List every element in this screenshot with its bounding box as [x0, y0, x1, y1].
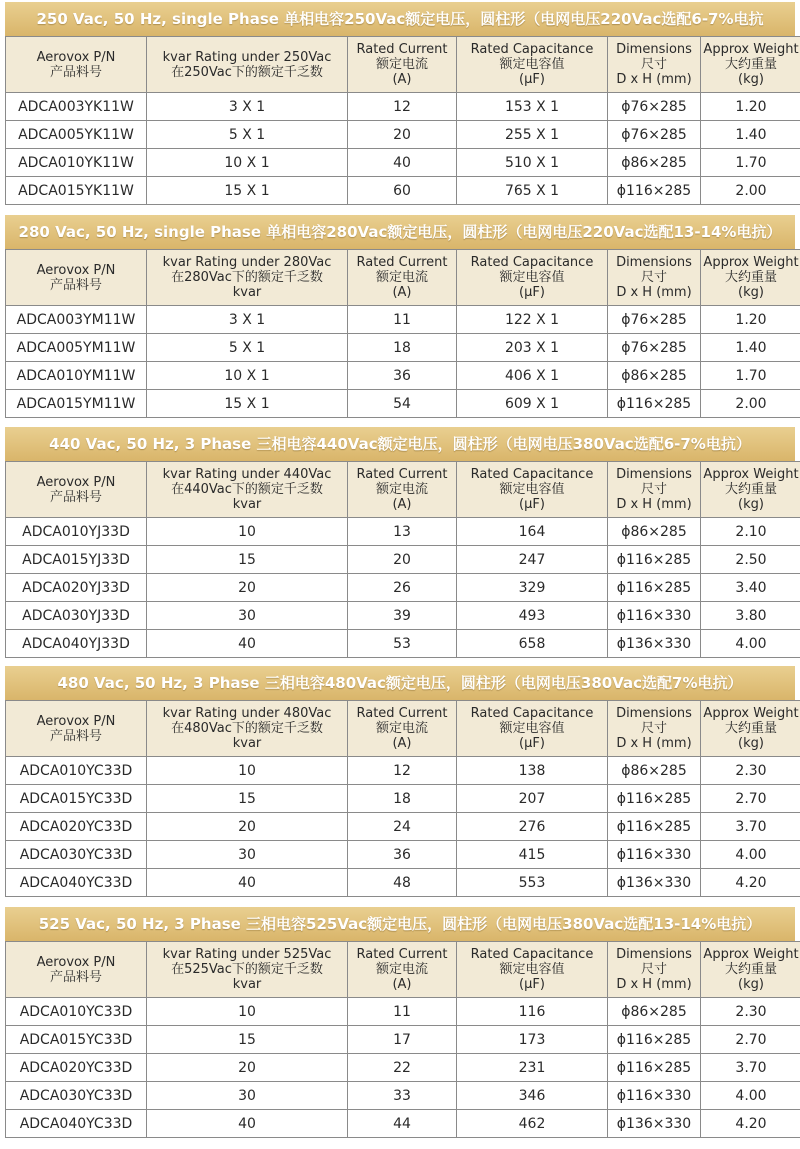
table-row — [6, 177, 800, 205]
cell-rated-current: 26 — [348, 574, 457, 602]
cell-rated-current: 11 — [348, 998, 457, 1026]
cell-dimensions: ϕ76×285 — [608, 306, 701, 334]
cell-rated-current: 39 — [348, 602, 457, 630]
header-line: Rated Capacitance — [470, 255, 594, 270]
header-line: kvar Rating under 280Vac — [162, 255, 332, 270]
cell-rated-capacitance: 247 — [457, 546, 608, 574]
cell-weight: 1.70 — [701, 149, 800, 177]
cell-part-number: ADCA030YJ33D — [6, 602, 147, 630]
cell-part-number: ADCA010YC33D — [6, 998, 147, 1026]
header-line: kvar — [232, 497, 262, 512]
header-kvar-rating — [147, 942, 348, 998]
cell-weight: 2.10 — [701, 518, 800, 546]
header-dimensions — [608, 701, 701, 757]
header-part-number — [6, 462, 147, 518]
cell-dimensions: ϕ116×330 — [608, 1082, 701, 1110]
cell-rated-capacitance: 153 X 1 — [457, 93, 608, 121]
header-weight — [701, 462, 800, 518]
table-row — [6, 334, 800, 362]
header-line: Rated Capacitance — [470, 947, 594, 962]
header-line: 额定电流 — [375, 270, 428, 285]
cell-dimensions: ϕ116×285 — [608, 785, 701, 813]
cell-part-number: ADCA040YJ33D — [6, 630, 147, 658]
header-line: kvar Rating under 250Vac — [162, 49, 332, 65]
cell-weight: 3.70 — [701, 813, 800, 841]
table-header-row — [6, 37, 800, 93]
cell-rated-capacitance: 116 — [457, 998, 608, 1026]
header-line: (μF) — [519, 977, 545, 992]
header-line: Dimensions — [616, 947, 692, 962]
cell-rated-current: 60 — [348, 177, 457, 205]
header-line: 额定电容值 — [499, 57, 565, 72]
header-line: 额定电流 — [375, 482, 428, 497]
cell-part-number: ADCA010YC33D — [6, 757, 147, 785]
table-row — [6, 390, 800, 418]
header-line: 大约重量 — [724, 57, 777, 72]
header-line: (kg) — [738, 977, 764, 992]
cell-dimensions: ϕ86×285 — [608, 149, 701, 177]
cell-weight: 4.00 — [701, 1082, 800, 1110]
cell-kvar-rating: 10 X 1 — [147, 149, 348, 177]
cell-dimensions: ϕ136×330 — [608, 630, 701, 658]
cell-part-number: ADCA003YK11W — [6, 93, 147, 121]
cell-part-number: ADCA030YC33D — [6, 1082, 147, 1110]
section-title: 250 Vac, 50 Hz, single Phase 单相电容250Vac额定电压，圆柱形（电网电压220Vac选配6-7%电抗 — [5, 2, 795, 36]
cell-rated-current: 13 — [348, 518, 457, 546]
header-kvar-rating — [147, 701, 348, 757]
header-line: 尺寸 — [640, 962, 667, 977]
table-row — [6, 1054, 800, 1082]
table-row — [6, 546, 800, 574]
cell-rated-capacitance: 329 — [457, 574, 608, 602]
header-line: D x H (mm) — [616, 736, 692, 751]
cell-dimensions: ϕ86×285 — [608, 362, 701, 390]
header-line: Approx Weight — [703, 706, 799, 721]
cell-rated-current: 12 — [348, 757, 457, 785]
cell-kvar-rating: 15 X 1 — [147, 177, 348, 205]
header-line: 产品料号 — [49, 489, 102, 505]
header-rated-capacitance — [457, 250, 608, 306]
header-line: (μF) — [519, 285, 545, 300]
header-line: 大约重量 — [724, 482, 777, 497]
cell-part-number: ADCA020YC33D — [6, 813, 147, 841]
cell-part-number: ADCA040YC33D — [6, 1110, 147, 1138]
cell-weight: 3.70 — [701, 1054, 800, 1082]
cell-rated-current: 17 — [348, 1026, 457, 1054]
cell-weight: 2.70 — [701, 1026, 800, 1054]
cell-rated-capacitance: 493 — [457, 602, 608, 630]
table-row — [6, 841, 800, 869]
header-line: (μF) — [519, 72, 545, 87]
header-line: Rated Capacitance — [470, 706, 594, 721]
cell-dimensions: ϕ86×285 — [608, 518, 701, 546]
header-dimensions — [608, 250, 701, 306]
cell-rated-capacitance: 173 — [457, 1026, 608, 1054]
header-kvar-rating — [147, 37, 348, 93]
header-line: 尺寸 — [640, 270, 667, 285]
header-line: kvar — [232, 977, 262, 992]
header-line: 额定电流 — [375, 962, 428, 977]
table-row — [6, 998, 800, 1026]
cell-rated-current: 12 — [348, 93, 457, 121]
header-line: Dimensions — [616, 255, 692, 270]
cell-dimensions: ϕ76×285 — [608, 121, 701, 149]
table-header-row — [6, 942, 800, 998]
cell-rated-current: 54 — [348, 390, 457, 418]
cell-dimensions: ϕ76×285 — [608, 93, 701, 121]
header-part-number — [6, 701, 147, 757]
header-line: (kg) — [738, 736, 764, 751]
cell-rated-capacitance: 346 — [457, 1082, 608, 1110]
table-row — [6, 574, 800, 602]
cell-kvar-rating: 15 X 1 — [147, 390, 348, 418]
header-line: (μF) — [519, 497, 545, 512]
header-line: 额定电容值 — [499, 721, 565, 736]
header-line: 产品料号 — [49, 728, 102, 744]
cell-part-number: ADCA005YK11W — [6, 121, 147, 149]
cell-kvar-rating: 5 X 1 — [147, 121, 348, 149]
header-line: Rated Current — [356, 947, 448, 962]
header-line: 产品料号 — [49, 969, 102, 985]
header-rated-current — [348, 942, 457, 998]
spec-section-3 — [5, 427, 799, 658]
cell-rated-capacitance: 231 — [457, 1054, 608, 1082]
header-line: Rated Capacitance — [470, 42, 594, 57]
cell-rated-current: 18 — [348, 785, 457, 813]
cell-dimensions: ϕ116×330 — [608, 841, 701, 869]
cell-weight: 2.70 — [701, 785, 800, 813]
header-line: (A) — [392, 72, 412, 87]
section-title: 280 Vac, 50 Hz, single Phase 单相电容280Vac额定电压，圆柱形（电网电压220Vac选配13-14%电抗） — [5, 215, 795, 249]
cell-kvar-rating: 40 — [147, 1110, 348, 1138]
cell-rated-current: 44 — [348, 1110, 457, 1138]
cell-rated-capacitance: 164 — [457, 518, 608, 546]
cell-part-number: ADCA015YC33D — [6, 1026, 147, 1054]
table-row — [6, 1082, 800, 1110]
header-line: 在480Vac下的额定千乏数 — [171, 721, 323, 736]
header-weight — [701, 701, 800, 757]
header-line: 尺寸 — [640, 721, 667, 736]
cell-kvar-rating: 5 X 1 — [147, 334, 348, 362]
header-line: 在280Vac下的额定千乏数 — [171, 270, 323, 285]
header-line: (A) — [392, 736, 412, 751]
table-row — [6, 602, 800, 630]
header-line: (A) — [392, 977, 412, 992]
header-line: (kg) — [738, 285, 764, 300]
cell-dimensions: ϕ116×285 — [608, 574, 701, 602]
header-line: kvar — [232, 736, 262, 751]
spec-table — [5, 700, 800, 897]
cell-weight: 2.30 — [701, 998, 800, 1026]
table-row — [6, 757, 800, 785]
spec-section-5 — [5, 907, 799, 1138]
cell-kvar-rating: 30 — [147, 1082, 348, 1110]
header-line: 在440Vac下的额定千乏数 — [171, 482, 323, 497]
header-line: Rated Current — [356, 467, 448, 482]
table-header-row — [6, 250, 800, 306]
spec-table — [5, 36, 800, 205]
spec-table — [5, 941, 800, 1138]
cell-rated-capacitance: 406 X 1 — [457, 362, 608, 390]
cell-rated-current: 22 — [348, 1054, 457, 1082]
spec-table — [5, 461, 800, 658]
cell-weight: 1.70 — [701, 362, 800, 390]
cell-rated-current: 48 — [348, 869, 457, 897]
cell-rated-capacitance: 462 — [457, 1110, 608, 1138]
header-line: D x H (mm) — [616, 72, 692, 87]
cell-weight: 3.80 — [701, 602, 800, 630]
cell-part-number: ADCA015YJ33D — [6, 546, 147, 574]
header-rated-capacitance — [457, 462, 608, 518]
cell-weight: 4.00 — [701, 841, 800, 869]
cell-dimensions: ϕ136×330 — [608, 869, 701, 897]
section-title: 480 Vac, 50 Hz, 3 Phase 三相电容480Vac额定电压，圆柱形（电网电压380Vac选配7%电抗） — [5, 666, 795, 700]
header-line: 大约重量 — [724, 962, 777, 977]
table-row — [6, 362, 800, 390]
cell-weight: 1.40 — [701, 334, 800, 362]
header-line: Aerovox P/N — [36, 262, 116, 278]
header-line: 产品料号 — [49, 64, 102, 80]
cell-rated-current: 20 — [348, 546, 457, 574]
header-line: (μF) — [519, 736, 545, 751]
header-line: Rated Current — [356, 42, 448, 57]
header-line: 大约重量 — [724, 270, 777, 285]
cell-rated-capacitance: 765 X 1 — [457, 177, 608, 205]
header-dimensions — [608, 462, 701, 518]
cell-kvar-rating: 40 — [147, 630, 348, 658]
header-line: kvar Rating under 480Vac — [162, 706, 332, 721]
cell-rated-capacitance: 122 X 1 — [457, 306, 608, 334]
header-line: 尺寸 — [640, 57, 667, 72]
header-line: Rated Capacitance — [470, 467, 594, 482]
cell-part-number: ADCA015YC33D — [6, 785, 147, 813]
cell-kvar-rating: 3 X 1 — [147, 93, 348, 121]
cell-part-number: ADCA040YC33D — [6, 869, 147, 897]
header-line: 产品料号 — [49, 277, 102, 293]
table-row — [6, 1026, 800, 1054]
cell-rated-current: 20 — [348, 121, 457, 149]
header-weight — [701, 942, 800, 998]
cell-part-number: ADCA005YM11W — [6, 334, 147, 362]
cell-part-number: ADCA010YM11W — [6, 362, 147, 390]
table-row — [6, 1110, 800, 1138]
header-line: Dimensions — [616, 706, 692, 721]
cell-rated-capacitance: 415 — [457, 841, 608, 869]
header-line: Aerovox P/N — [36, 713, 116, 729]
cell-kvar-rating: 30 — [147, 841, 348, 869]
cell-kvar-rating: 15 — [147, 1026, 348, 1054]
cell-dimensions: ϕ116×285 — [608, 1026, 701, 1054]
cell-kvar-rating: 20 — [147, 813, 348, 841]
cell-kvar-rating: 10 — [147, 518, 348, 546]
table-header-row — [6, 701, 800, 757]
header-line: (A) — [392, 497, 412, 512]
cell-weight: 4.20 — [701, 1110, 800, 1138]
header-line: kvar — [232, 285, 262, 300]
cell-part-number: ADCA010YK11W — [6, 149, 147, 177]
cell-weight: 2.00 — [701, 390, 800, 418]
cell-rated-current: 33 — [348, 1082, 457, 1110]
cell-rated-capacitance: 138 — [457, 757, 608, 785]
header-line: Aerovox P/N — [36, 474, 116, 490]
cell-weight: 4.00 — [701, 630, 800, 658]
cell-kvar-rating: 30 — [147, 602, 348, 630]
cell-part-number: ADCA015YM11W — [6, 390, 147, 418]
cell-dimensions: ϕ86×285 — [608, 998, 701, 1026]
cell-rated-capacitance: 553 — [457, 869, 608, 897]
cell-kvar-rating: 10 — [147, 757, 348, 785]
table-row — [6, 149, 800, 177]
header-line: kvar Rating under 525Vac — [162, 947, 332, 962]
header-line: 额定电流 — [375, 721, 428, 736]
table-row — [6, 813, 800, 841]
table-row — [6, 518, 800, 546]
header-line: 额定电容值 — [499, 962, 565, 977]
header-line: Dimensions — [616, 467, 692, 482]
cell-rated-current: 36 — [348, 841, 457, 869]
cell-rated-current: 36 — [348, 362, 457, 390]
cell-weight: 1.40 — [701, 121, 800, 149]
header-line: 额定电容值 — [499, 482, 565, 497]
header-line: 在250Vac下的额定千乏数 — [171, 64, 323, 80]
cell-kvar-rating: 40 — [147, 869, 348, 897]
header-weight — [701, 250, 800, 306]
header-line: (kg) — [738, 72, 764, 87]
table-row — [6, 785, 800, 813]
header-kvar-rating — [147, 250, 348, 306]
cell-kvar-rating: 20 — [147, 574, 348, 602]
cell-kvar-rating: 15 — [147, 785, 348, 813]
spec-section-2 — [5, 215, 799, 418]
spec-section-1 — [5, 2, 799, 205]
header-line: (kg) — [738, 497, 764, 512]
cell-weight: 1.20 — [701, 93, 800, 121]
cell-kvar-rating: 10 X 1 — [147, 362, 348, 390]
cell-weight: 3.40 — [701, 574, 800, 602]
cell-rated-current: 53 — [348, 630, 457, 658]
table-header-row — [6, 462, 800, 518]
cell-kvar-rating: 3 X 1 — [147, 306, 348, 334]
header-line: Rated Current — [356, 255, 448, 270]
cell-dimensions: ϕ136×330 — [608, 1110, 701, 1138]
section-title: 440 Vac, 50 Hz, 3 Phase 三相电容440Vac额定电压，圆柱形（电网电压380Vac选配6-7%电抗） — [5, 427, 795, 461]
cell-part-number: ADCA030YC33D — [6, 841, 147, 869]
cell-dimensions: ϕ86×285 — [608, 757, 701, 785]
header-line: Approx Weight — [703, 467, 799, 482]
cell-rated-current: 18 — [348, 334, 457, 362]
cell-dimensions: ϕ76×285 — [608, 334, 701, 362]
cell-kvar-rating: 15 — [147, 546, 348, 574]
header-line: Aerovox P/N — [36, 49, 116, 65]
table-row — [6, 121, 800, 149]
cell-weight: 2.30 — [701, 757, 800, 785]
cell-kvar-rating: 10 — [147, 998, 348, 1026]
cell-part-number: ADCA015YK11W — [6, 177, 147, 205]
cell-dimensions: ϕ116×285 — [608, 1054, 701, 1082]
header-line: Approx Weight — [703, 947, 799, 962]
header-line: D x H (mm) — [616, 285, 692, 300]
spec-section-4 — [5, 666, 799, 897]
header-rated-current — [348, 250, 457, 306]
cell-rated-capacitance: 609 X 1 — [457, 390, 608, 418]
header-line: 在525Vac下的额定千乏数 — [171, 962, 323, 977]
cell-rated-capacitance: 207 — [457, 785, 608, 813]
cell-weight: 1.20 — [701, 306, 800, 334]
header-line: 额定电流 — [375, 57, 428, 72]
cell-dimensions: ϕ116×330 — [608, 602, 701, 630]
cell-weight: 4.20 — [701, 869, 800, 897]
header-rated-current — [348, 37, 457, 93]
header-line: Rated Current — [356, 706, 448, 721]
header-line: Aerovox P/N — [36, 954, 116, 970]
cell-part-number: ADCA003YM11W — [6, 306, 147, 334]
cell-rated-capacitance: 203 X 1 — [457, 334, 608, 362]
header-line: Approx Weight — [703, 255, 799, 270]
header-line: (A) — [392, 285, 412, 300]
header-rated-capacitance — [457, 701, 608, 757]
cell-weight: 2.00 — [701, 177, 800, 205]
header-part-number — [6, 942, 147, 998]
header-line: D x H (mm) — [616, 977, 692, 992]
header-line: Approx Weight — [703, 42, 799, 57]
cell-dimensions: ϕ116×285 — [608, 177, 701, 205]
header-rated-capacitance — [457, 942, 608, 998]
cell-rated-capacitance: 658 — [457, 630, 608, 658]
header-line: 尺寸 — [640, 482, 667, 497]
header-line: 大约重量 — [724, 721, 777, 736]
cell-dimensions: ϕ116×285 — [608, 390, 701, 418]
cell-rated-capacitance: 510 X 1 — [457, 149, 608, 177]
cell-weight: 2.50 — [701, 546, 800, 574]
cell-rated-current: 11 — [348, 306, 457, 334]
table-row — [6, 306, 800, 334]
header-weight — [701, 37, 800, 93]
header-line: Dimensions — [616, 42, 692, 57]
table-row — [6, 93, 800, 121]
header-part-number — [6, 37, 147, 93]
cell-part-number: ADCA020YJ33D — [6, 574, 147, 602]
section-title: 525 Vac, 50 Hz, 3 Phase 三相电容525Vac额定电压，圆柱形（电网电压380Vac选配13-14%电抗） — [5, 907, 795, 941]
header-part-number — [6, 250, 147, 306]
cell-rated-capacitance: 255 X 1 — [457, 121, 608, 149]
cell-rated-current: 40 — [348, 149, 457, 177]
cell-part-number: ADCA020YC33D — [6, 1054, 147, 1082]
cell-kvar-rating: 20 — [147, 1054, 348, 1082]
header-kvar-rating — [147, 462, 348, 518]
header-dimensions — [608, 37, 701, 93]
cell-dimensions: ϕ116×285 — [608, 813, 701, 841]
header-dimensions — [608, 942, 701, 998]
table-row — [6, 869, 800, 897]
cell-rated-current: 24 — [348, 813, 457, 841]
header-rated-current — [348, 701, 457, 757]
header-rated-capacitance — [457, 37, 608, 93]
header-line: D x H (mm) — [616, 497, 692, 512]
spec-table — [5, 249, 800, 418]
cell-part-number: ADCA010YJ33D — [6, 518, 147, 546]
cell-rated-capacitance: 276 — [457, 813, 608, 841]
header-rated-current — [348, 462, 457, 518]
header-line: kvar Rating under 440Vac — [162, 467, 332, 482]
cell-dimensions: ϕ116×285 — [608, 546, 701, 574]
header-line: 额定电容值 — [499, 270, 565, 285]
table-row — [6, 630, 800, 658]
